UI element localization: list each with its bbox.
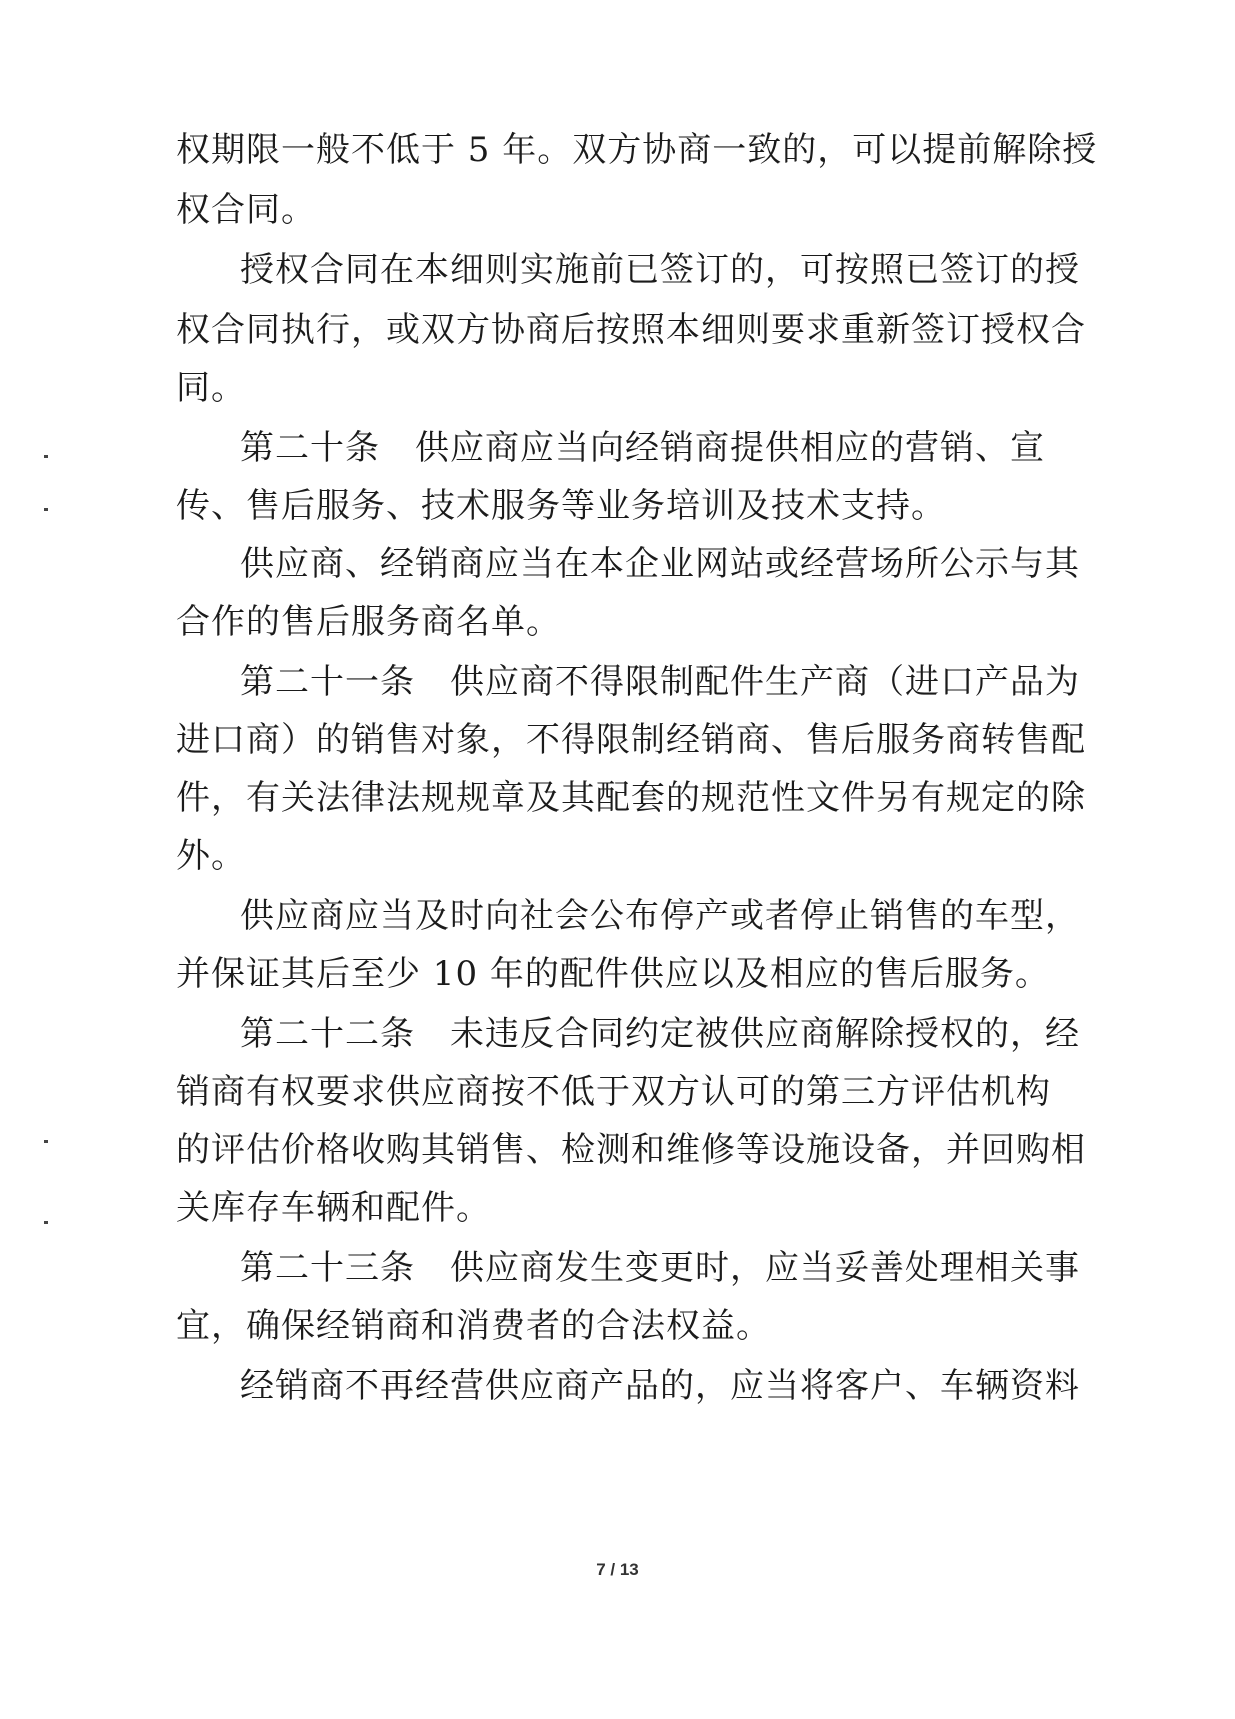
article-heading-line: 第二十条 供应商应当向经销商提供相应的营销、宣	[240, 428, 1045, 468]
text-line: 供应商、经销商应当在本企业网站或经营场所公示与其	[240, 544, 1080, 584]
text-line: 供应商应当及时向社会公布停产或者停止销售的车型，	[240, 896, 1080, 936]
text-line: 权合同。	[176, 190, 316, 230]
text-line: 权合同执行，或双方协商后按照本细则要求重新签订授权合	[176, 310, 1086, 350]
article-heading-line: 第二十一条 供应商不得限制配件生产商（进口产品为	[240, 662, 1080, 702]
scan-margin-mark	[44, 1140, 48, 1143]
page-number: 7 / 13	[596, 1560, 639, 1579]
text-line: 同。	[176, 368, 246, 408]
text-line: 合作的售后服务商名单。	[176, 602, 561, 642]
text-line: 关库存车辆和配件。	[176, 1188, 491, 1228]
text-line: 权期限一般不低于 5 年。双方协商一致的，可以提前解除授	[176, 130, 1098, 170]
scan-margin-mark	[44, 455, 48, 458]
text-line: 件，有关法律法规规章及其配套的规范性文件另有规定的除	[176, 778, 1086, 818]
text-line: 经销商不再经营供应商产品的，应当将客户、车辆资料	[240, 1366, 1080, 1406]
text-line: 传、售后服务、技术服务等业务培训及技术支持。	[176, 486, 946, 526]
article-heading-line: 第二十二条 未违反合同约定被供应商解除授权的，经	[240, 1014, 1080, 1054]
text-line: 进口商）的销售对象，不得限制经销商、售后服务商转售配	[176, 720, 1086, 760]
text-line: 并保证其后至少 10 年的配件供应以及相应的售后服务。	[176, 954, 1050, 994]
text-line: 销商有权要求供应商按不低于双方认可的第三方评估机构	[176, 1072, 1051, 1112]
text-line: 授权合同在本细则实施前已签订的，可按照已签订的授	[240, 250, 1080, 290]
text-line: 宜，确保经销商和消费者的合法权益。	[176, 1306, 771, 1346]
scan-margin-mark	[44, 508, 48, 511]
text-line: 外。	[176, 836, 246, 876]
article-heading-line: 第二十三条 供应商发生变更时，应当妥善处理相关事	[240, 1248, 1080, 1288]
scan-margin-mark	[44, 1221, 48, 1224]
text-line: 的评估价格收购其销售、检测和维修等设施设备，并回购相	[176, 1130, 1086, 1170]
